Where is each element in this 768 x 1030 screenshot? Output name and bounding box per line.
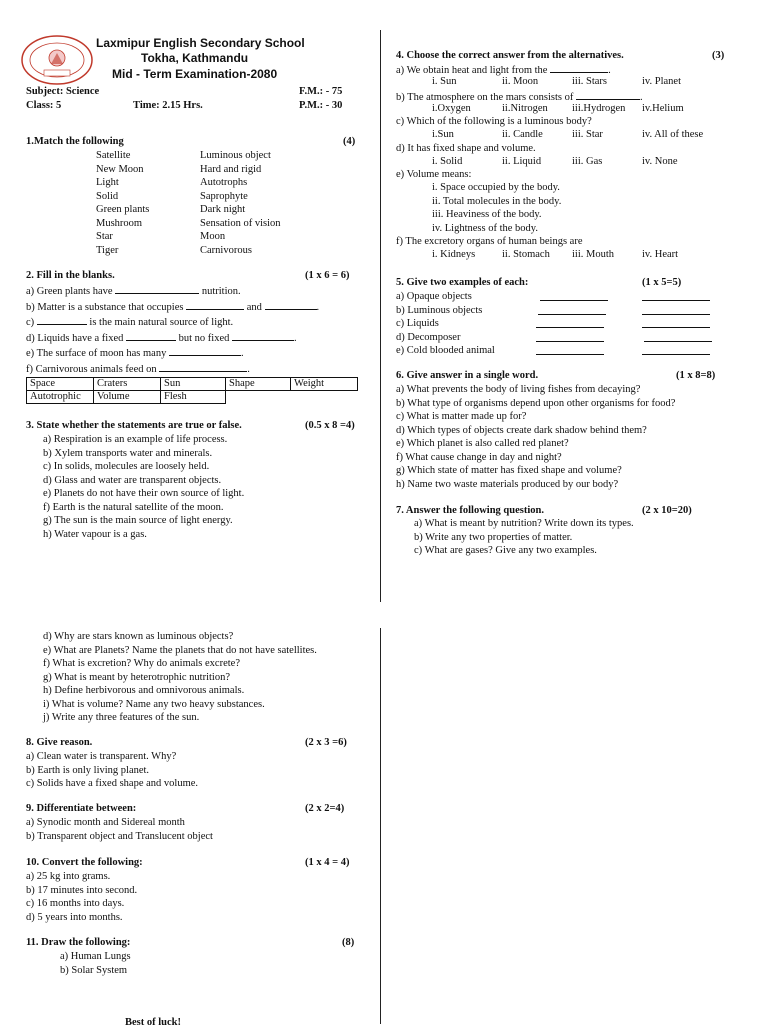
- word-bank-empty: [291, 391, 358, 404]
- q11-marks: (8): [342, 937, 355, 948]
- single-word-item: e) Which planet is also called red planet?: [396, 438, 569, 449]
- word-bank-cell: Flesh: [161, 391, 226, 404]
- bottom-column-divider: [380, 628, 381, 1024]
- true-false-item: b) Xylem transports water and minerals.: [43, 447, 213, 459]
- mcq-option[interactable]: i. Solid: [432, 156, 463, 167]
- single-word-item: a) What prevents the body of living fishes from decaying?: [396, 384, 641, 395]
- school-name: Laxmipur English Secondary School: [96, 36, 305, 50]
- mcq-option[interactable]: i.Sun: [432, 129, 454, 140]
- question-item: j) Write any three features of the sun.: [43, 712, 200, 723]
- blank-line[interactable]: [159, 361, 247, 372]
- q2-title: 2. Fill in the blanks.: [26, 270, 115, 281]
- match-right-item: Dark night: [200, 204, 246, 215]
- mcq-options: [432, 155, 722, 169]
- question-item: i) What is volume? Name any two heavy substances.: [43, 698, 265, 710]
- q2-marks: (1 x 6 = 6): [305, 270, 350, 281]
- q4-marks: (3): [712, 50, 725, 61]
- mcq-question: e) Volume means:: [396, 169, 472, 180]
- differentiate-item: b) Transparent object and Translucent object: [26, 830, 213, 842]
- q4-title: 4. Choose the correct answer from the alternatives.: [396, 50, 624, 61]
- answer-line[interactable]: [642, 304, 710, 315]
- question-item: a) What is meant by nutrition? Write down its types.: [414, 518, 634, 529]
- single-word-item: c) What is matter made up for?: [396, 411, 527, 422]
- answer-line[interactable]: [540, 290, 608, 301]
- word-bank-cell: Sun: [161, 378, 226, 391]
- question-item: c) What are gases? Give any two examples.: [414, 545, 597, 556]
- mcq-option[interactable]: i. Sun: [432, 76, 457, 87]
- convert-item: c) 16 months into days.: [26, 898, 125, 909]
- fill-blank-item: e) The surface of moon has many .: [26, 345, 319, 361]
- fill-blank-item: a) Green plants have nutrition.: [26, 283, 319, 299]
- mcq-option[interactable]: ii. Stomach: [502, 249, 550, 260]
- q9-items: [26, 816, 213, 843]
- question-item: f) What is excretion? Why do animals excrete?: [43, 658, 240, 669]
- match-right-item: Saprophyte: [200, 190, 248, 202]
- class: Class: 5: [26, 100, 62, 111]
- q3-marks: (0.5 x 8 =4): [305, 420, 355, 431]
- fill-blank-item: f) Carnivorous animals feed on .: [26, 361, 319, 377]
- match-left-item: Green plants: [96, 204, 150, 215]
- differentiate-item: a) Synodic month and Sidereal month: [26, 817, 185, 828]
- true-false-item: h) Water vapour is a gas.: [43, 528, 147, 540]
- q8-title: 8. Give reason.: [26, 737, 93, 748]
- question-item: e) What are Planets? Name the planets that do not have satellites.: [43, 644, 317, 656]
- q1-title: 1.Match the following: [26, 136, 124, 147]
- mcq-question: f) The excretory organs of human beings are: [396, 236, 583, 247]
- word-bank-cell: Space: [27, 378, 94, 391]
- mcq-option[interactable]: i.Oxygen: [432, 103, 471, 114]
- match-right-item: Autotrophs: [200, 177, 248, 188]
- q1-marks: (4): [343, 136, 356, 147]
- mcq-option[interactable]: ii. Liquid: [502, 156, 542, 167]
- match-left-item: Solid: [96, 190, 119, 202]
- q5-marks: (1 x 5=5): [642, 277, 682, 288]
- fill-blank-item: d) Liquids have a fixed but no fixed .: [26, 330, 319, 346]
- logo-seal-icon: [22, 36, 92, 84]
- mcq-option[interactable]: iv. None: [642, 156, 678, 167]
- q7-items: [414, 517, 634, 558]
- mcq-option[interactable]: iv. All of these: [642, 129, 704, 140]
- word-bank-cell: Shape: [226, 378, 291, 391]
- example-item: d) Decomposer: [396, 331, 461, 343]
- word-bank-row: [27, 391, 358, 404]
- mcq-question: c) Which of the following is a luminous body?: [396, 116, 592, 127]
- q6-marks: (1 x 8=8): [676, 370, 716, 381]
- example-item: e) Cold blooded animal: [396, 345, 495, 356]
- mcq-option[interactable]: ii. Moon: [502, 76, 539, 87]
- word-bank-cell: Volume: [94, 391, 161, 404]
- blank-line[interactable]: [37, 314, 87, 325]
- true-false-item: d) Glass and water are transparent objects.: [43, 474, 222, 486]
- match-left-item: Star: [96, 231, 113, 242]
- single-word-item: b) What type of organisms depend upon other organisms for food?: [396, 397, 676, 409]
- true-false-item: f) Earth is the natural satellite of the moon.: [43, 501, 224, 513]
- q1-right-column: [200, 149, 281, 257]
- time: Time: 2.15 Hrs.: [133, 100, 203, 111]
- match-left-item: Mushroom: [96, 217, 143, 229]
- blank-line[interactable]: [169, 345, 241, 356]
- true-false-item: a) Respiration is an example of life process.: [43, 434, 228, 445]
- mcq-option[interactable]: iv. Lightness of the body.: [432, 222, 538, 234]
- q7-marks: (2 x 10=20): [642, 505, 692, 516]
- blank-line[interactable]: [115, 283, 199, 294]
- mcq-question: b) The atmosphere on the mars consists of .: [396, 89, 643, 105]
- single-word-item: d) Which types of objects create dark shadow behind them?: [396, 424, 647, 436]
- match-right-item: Carnivorous: [200, 244, 252, 256]
- mcq-options: [432, 75, 722, 89]
- school-logo: [20, 34, 94, 86]
- match-left-item: Satellite: [96, 150, 131, 161]
- fill-blank-item: c) is the main natural source of light.: [26, 314, 319, 330]
- q1-left-column: [96, 149, 149, 257]
- answer-line[interactable]: [538, 304, 606, 315]
- reason-item: b) Earth is only living planet.: [26, 764, 150, 776]
- answer-line[interactable]: [536, 317, 604, 328]
- true-false-item: c) In solids, molecules are loosely held.: [43, 461, 210, 472]
- mcq-options: [432, 102, 722, 116]
- q10-items: [26, 870, 137, 924]
- q7-continued-items: [43, 630, 317, 725]
- mcq-option[interactable]: ii. Total molecules in the body.: [432, 195, 562, 207]
- single-word-item: g) Which state of matter has fixed shape and volume?: [396, 465, 622, 476]
- exam-title: Mid - Term Examination-2080: [112, 67, 278, 81]
- mcq-option[interactable]: i. Kidneys: [432, 249, 476, 260]
- q6-items: [396, 383, 675, 491]
- blank-line[interactable]: [550, 62, 608, 73]
- mcq-option[interactable]: i. Space occupied by the body.: [432, 182, 560, 193]
- top-column-divider: [380, 30, 381, 602]
- q5-title: 5. Give two examples of each:: [396, 277, 529, 288]
- answer-line[interactable]: [536, 331, 604, 342]
- answer-line[interactable]: [642, 344, 710, 355]
- mcq-option[interactable]: iii. Star: [572, 129, 603, 140]
- mcq-vertical-options: [432, 181, 561, 235]
- blank-line[interactable]: [232, 330, 294, 341]
- blank-line[interactable]: [265, 299, 317, 310]
- full-marks: F.M.: - 75: [299, 86, 343, 97]
- mcq-option[interactable]: iii. Gas: [572, 156, 603, 167]
- match-right-item: Moon: [200, 231, 226, 242]
- q5-items: [396, 290, 495, 358]
- convert-item: b) 17 minutes into second.: [26, 884, 138, 896]
- answer-line[interactable]: [642, 290, 710, 301]
- example-item: b) Luminous objects: [396, 304, 483, 316]
- q11-title: 11. Draw the following:: [26, 937, 131, 948]
- footer-best-of-luck: Best of luck!: [125, 1017, 181, 1028]
- q7-title: 7. Answer the following question.: [396, 505, 544, 516]
- true-false-item: g) The sun is the main source of light energy.: [43, 515, 233, 526]
- mcq-question: d) It has fixed shape and volume.: [396, 143, 536, 154]
- single-word-item: f) What cause change in day and night?: [396, 451, 562, 463]
- question-item: b) Write any two properties of matter.: [414, 531, 573, 543]
- example-item: c) Liquids: [396, 318, 439, 329]
- convert-item: a) 25 kg into grams.: [26, 871, 111, 882]
- draw-item: b) Solar System: [60, 964, 128, 976]
- q9-title: 9. Differentiate between:: [26, 803, 137, 814]
- blank-line[interactable]: [186, 299, 244, 310]
- q10-marks: (1 x 4 = 4): [305, 857, 350, 868]
- q8-items: [26, 750, 198, 791]
- match-left-item: New Moon: [96, 163, 144, 175]
- answer-line[interactable]: [536, 344, 604, 355]
- q3-items: [43, 433, 244, 541]
- q10-title: 10. Convert the following:: [26, 857, 143, 868]
- match-right-item: Sensation of vision: [200, 217, 281, 229]
- match-right-item: Luminous object: [200, 150, 271, 161]
- mcq-option[interactable]: iv. Heart: [642, 249, 679, 260]
- mcq-option[interactable]: ii.Nitrogen: [502, 103, 548, 114]
- true-false-item: e) Planets do not have their own source of light.: [43, 488, 245, 499]
- draw-item: a) Human Lungs: [60, 951, 131, 962]
- q8-marks: (2 x 3 =6): [305, 737, 347, 748]
- mcq-option[interactable]: iii.Hydrogen: [572, 103, 626, 114]
- fill-blank-item: b) Matter is a substance that occupies and .: [26, 299, 319, 315]
- mcq-question: a) We obtain heat and light from the .: [396, 62, 611, 78]
- mcq-options: [432, 128, 722, 142]
- word-bank-cell: Craters: [94, 378, 161, 391]
- word-bank-cell: Autotrophic: [27, 391, 94, 404]
- answer-line[interactable]: [644, 331, 712, 342]
- answer-line[interactable]: [642, 317, 710, 328]
- q11-items: [60, 950, 131, 977]
- pass-marks: P.M.: - 30: [299, 100, 343, 111]
- word-bank-cell: Weight: [291, 378, 358, 391]
- mcq-option[interactable]: iii. Mouth: [572, 249, 615, 260]
- convert-item: d) 5 years into months.: [26, 911, 123, 923]
- blank-line[interactable]: [576, 89, 640, 100]
- example-item: a) Opaque objects: [396, 291, 472, 302]
- blank-line[interactable]: [126, 330, 176, 341]
- question-item: g) What is meant by heterotrophic nutrition?: [43, 671, 231, 683]
- q9-marks: (2 x 2=4): [305, 803, 345, 814]
- mcq-option[interactable]: iv.Helium: [642, 103, 684, 114]
- match-left-item: Tiger: [96, 244, 119, 256]
- mcq-option[interactable]: iv. Planet: [642, 76, 681, 87]
- q2-items: [26, 283, 319, 376]
- mcq-options: [432, 248, 722, 262]
- match-right-item: Hard and rigid: [200, 163, 262, 175]
- reason-item: c) Solids have a fixed shape and volume.: [26, 778, 199, 789]
- word-bank-empty: [226, 391, 291, 404]
- single-word-item: h) Name two waste materials produced by our body?: [396, 478, 619, 490]
- question-item: d) Why are stars known as luminous objects?: [43, 631, 234, 642]
- reason-item: a) Clean water is transparent. Why?: [26, 751, 177, 762]
- subject: Subject: Science: [26, 86, 100, 97]
- mcq-option[interactable]: iii. Stars: [572, 76, 608, 87]
- mcq-option[interactable]: iii. Heaviness of the body.: [432, 209, 542, 220]
- mcq-option[interactable]: ii. Candle: [502, 129, 543, 140]
- q6-title: 6. Give answer in a single word.: [396, 370, 539, 381]
- word-bank-table: [26, 377, 358, 404]
- question-item: h) Define herbivorous and omnivorous animals.: [43, 685, 245, 696]
- q3-title: 3. State whether the statements are true or false.: [26, 420, 242, 431]
- school-address: Tokha, Kathmandu: [141, 51, 249, 65]
- match-left-item: Light: [96, 177, 119, 188]
- word-bank-row: [27, 378, 358, 391]
